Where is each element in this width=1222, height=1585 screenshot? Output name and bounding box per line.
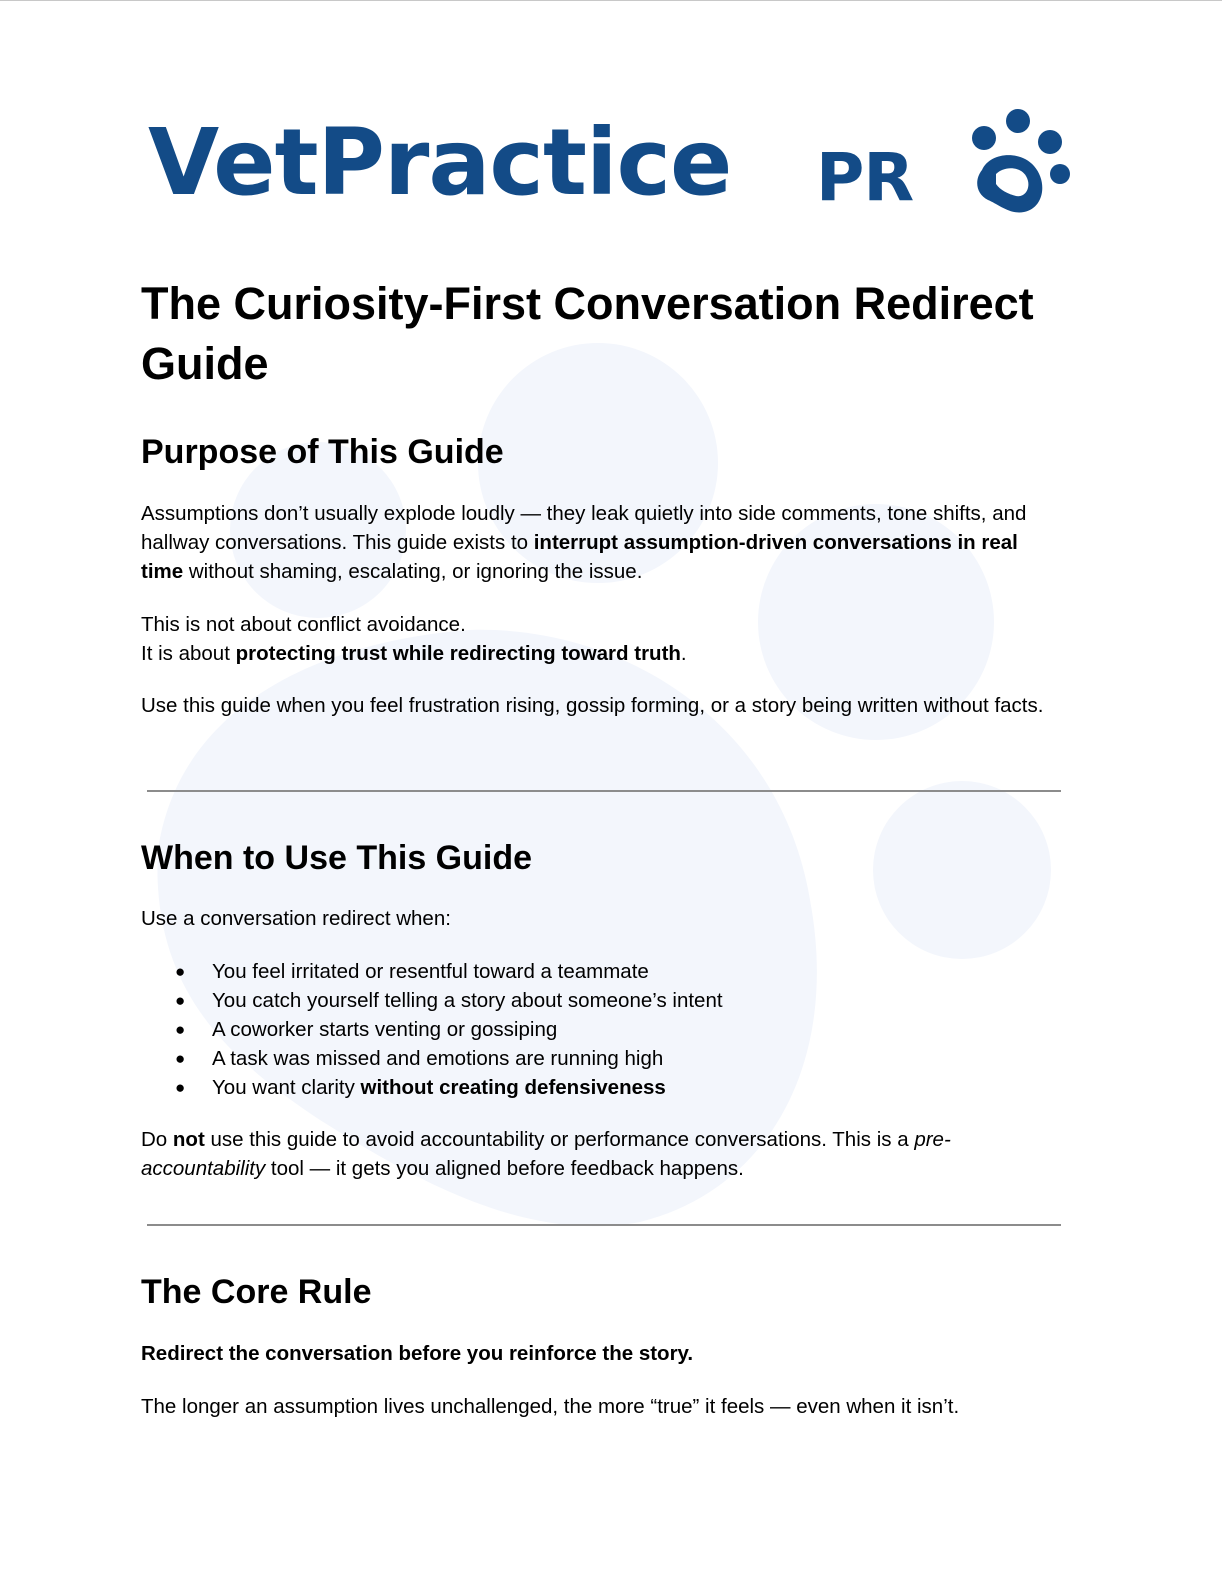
list-item-text: A task was missed and emotions are running high	[212, 1047, 664, 1070]
list-item-text-a: You want clarity	[212, 1076, 361, 1099]
purpose-p2-line-1: This is not about conflict avoidance.	[141, 613, 466, 636]
core-rule-statement	[141, 1339, 1061, 1368]
heading-when: When to Use This Guide	[141, 839, 533, 877]
purpose-paragraph-1	[141, 499, 1061, 586]
core-rule-body: The longer an assumption lives unchallenged, the more “true” it feels — even when it isn’t.	[141, 1395, 960, 1418]
note-text-b: use this guide to avoid accountability or performance conversations. This is a	[204, 1128, 915, 1151]
logo-pro-text: PR	[816, 139, 914, 216]
note-bold: not	[172, 1128, 205, 1151]
list-item-text: You catch yourself telling a story about someone’s intent	[212, 989, 723, 1012]
purpose-p2-text-a: It is about	[141, 642, 236, 665]
list-item	[141, 957, 723, 986]
purpose-p1-text-b: without shaming, escalating, or ignoring the issue.	[183, 560, 643, 583]
paw-logo-icon	[960, 108, 1070, 218]
document-title: The Curiosity-First Conversation Redirect Guide	[141, 278, 1034, 389]
when-intro: Use a conversation redirect when:	[141, 907, 451, 930]
core-rule-bold: Redirect the conversation before you reinforce the story.	[141, 1342, 694, 1365]
list-item	[141, 1044, 723, 1073]
purpose-p1-bold: interrupt assumption-driven conversations in real time	[141, 531, 1018, 583]
heading-purpose: Purpose of This Guide	[141, 433, 504, 471]
purpose-paragraph-3: Use this guide when you feel frustration rising, gossip forming, or a story being written without facts.	[141, 694, 1044, 717]
heading-core-rule: The Core Rule	[141, 1273, 372, 1311]
purpose-p2-bold: protecting trust while redirecting toward truth	[235, 642, 681, 665]
purpose-p2-text-b: .	[680, 642, 687, 665]
list-item-bold: without creating defensiveness	[360, 1076, 666, 1099]
list-item	[141, 986, 723, 1015]
bullet-icon: ●	[175, 1078, 186, 1097]
note-italic: pre-accountability	[141, 1128, 951, 1180]
bullet-icon: ●	[175, 962, 186, 981]
list-item	[141, 1015, 723, 1044]
bullet-icon: ●	[175, 1020, 186, 1039]
section-divider	[147, 1224, 1061, 1226]
bullet-icon: ●	[175, 1049, 186, 1068]
purpose-p1-text-a: Assumptions don’t usually explode loudly — they leak quietly into side comments, tone shifts, and hallway conversations. This guide exists to	[141, 502, 1027, 554]
bullet-icon: ●	[175, 991, 186, 1010]
when-bullet-list	[141, 957, 723, 1102]
logo-brand-text: VetPractice	[148, 109, 732, 216]
list-item-text: You feel irritated or resentful toward a teammate	[212, 960, 649, 983]
when-note	[141, 1125, 1061, 1183]
list-item	[141, 1073, 723, 1102]
note-text-c: tool — it gets you aligned before feedback happens.	[265, 1157, 744, 1180]
list-item-text: A coworker starts venting or gossiping	[212, 1018, 558, 1041]
section-divider	[147, 790, 1061, 792]
purpose-paragraph-2	[141, 610, 1061, 668]
note-text-a: Do	[141, 1128, 173, 1151]
